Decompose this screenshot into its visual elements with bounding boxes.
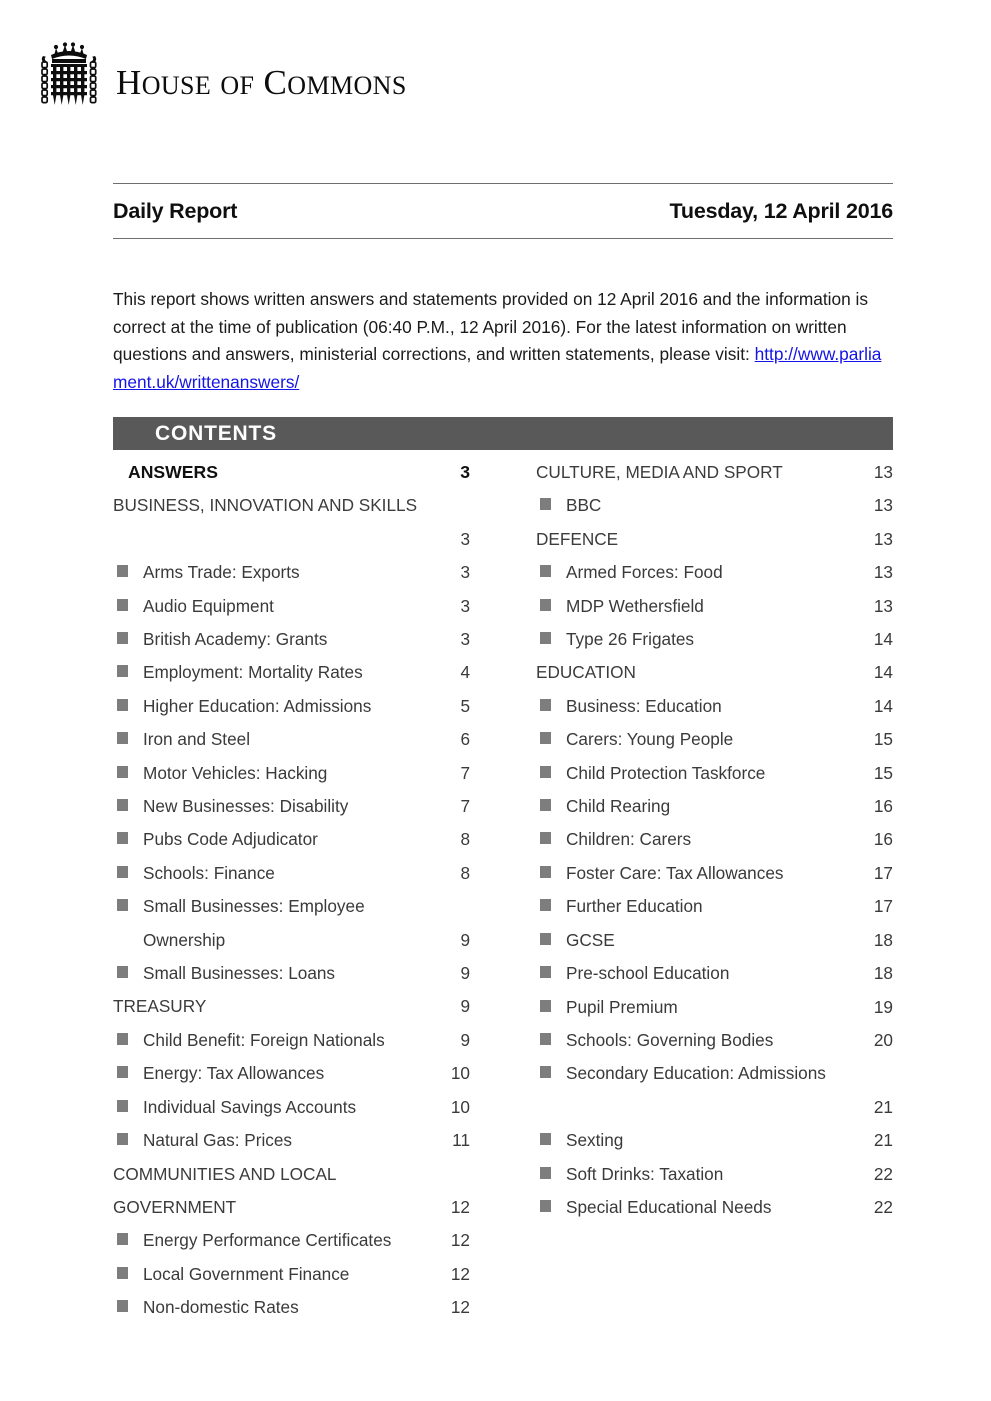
- toc-entry-page-number: 15: [873, 762, 893, 783]
- toc-entry-page-number: 3: [460, 528, 470, 549]
- portcullis-bullet-icon: [540, 799, 551, 811]
- toc-entry-label: Business: Education: [566, 695, 722, 716]
- toc-entry-label: EDUCATION: [536, 662, 636, 683]
- toc-entry-label: Further Education: [566, 896, 703, 917]
- toc-entry-label: Pupil Premium: [566, 996, 678, 1017]
- toc-entry[interactable]: [536, 857, 893, 890]
- toc-entry[interactable]: [536, 1191, 893, 1224]
- toc-entry-page-number: 13: [873, 495, 893, 516]
- portcullis-bullet-icon: [540, 1200, 551, 1212]
- toc-entry-label: TREASURY: [113, 996, 207, 1017]
- toc-entry[interactable]: [113, 656, 470, 689]
- toc-entry-label: Energy: Tax Allowances: [143, 1063, 325, 1084]
- toc-entry[interactable]: [113, 556, 470, 589]
- toc-entry[interactable]: [113, 1124, 470, 1157]
- report-header: [113, 183, 893, 239]
- toc-entry-page-number: 22: [873, 1163, 893, 1184]
- toc-entry-page-number: 9: [460, 996, 470, 1017]
- masthead: [36, 40, 466, 124]
- toc-section-heading[interactable]: [113, 456, 470, 489]
- portcullis-bullet-icon: [117, 699, 128, 711]
- toc-entry[interactable]: [536, 590, 893, 623]
- toc-entry[interactable]: [113, 1024, 470, 1057]
- portcullis-bullet-icon: [117, 1066, 128, 1078]
- toc-entry-label: Child Rearing: [566, 796, 671, 817]
- portcullis-bullet-icon: [540, 766, 551, 778]
- toc-entry-label: Small Businesses: Loans: [143, 963, 336, 984]
- toc-entry-page-number: 3: [460, 462, 470, 482]
- portcullis-bullet-icon: [117, 732, 128, 744]
- portcullis-bullet-icon: [540, 866, 551, 878]
- toc-entry-label: British Academy: Grants: [143, 629, 328, 650]
- toc-entry[interactable]: [113, 1291, 470, 1324]
- intro-paragraph: [113, 286, 891, 396]
- toc-entry-page-number: 8: [460, 862, 470, 883]
- table-of-contents: [113, 456, 893, 1325]
- toc-entry-page-number: 7: [460, 796, 470, 817]
- toc-entry-page-number: 3: [460, 595, 470, 616]
- portcullis-bullet-icon: [540, 498, 551, 510]
- toc-entry-label: Iron and Steel: [143, 729, 251, 750]
- toc-entry[interactable]: [113, 1057, 470, 1090]
- portcullis-bullet-icon: [117, 899, 128, 911]
- toc-entry-page-number: 21: [873, 1096, 893, 1117]
- portcullis-bullet-icon: [540, 899, 551, 911]
- portcullis-bullet-icon: [117, 799, 128, 811]
- portcullis-bullet-icon: [117, 1133, 128, 1145]
- toc-department-heading[interactable]: [536, 523, 893, 556]
- portcullis-bullet-icon: [117, 632, 128, 644]
- toc-entry-page-number: 9: [460, 929, 470, 950]
- written-answers-link[interactable]: http://www.parliament.uk/writtenanswers/: [113, 344, 882, 392]
- toc-entry-page-number: 8: [460, 829, 470, 850]
- contents-heading: CONTENTS: [155, 421, 277, 445]
- toc-entry-page-number: 13: [873, 462, 893, 482]
- toc-entry-page-number: 13: [873, 595, 893, 616]
- toc-entry-page-number: 6: [460, 729, 470, 750]
- toc-entry-page-number: 11: [452, 1130, 470, 1151]
- toc-entry[interactable]: [536, 556, 893, 589]
- toc-entry-label: Special Educational Needs: [566, 1196, 772, 1217]
- portcullis-bullet-icon: [117, 766, 128, 778]
- toc-entry-label: Non-domestic Rates: [143, 1297, 299, 1318]
- toc-entry-label: Employment: Mortality Rates: [143, 662, 363, 683]
- toc-entry-page-number: 20: [873, 1029, 893, 1050]
- toc-entry-label: CULTURE, MEDIA AND SPORT: [536, 462, 783, 482]
- toc-entry[interactable]: [536, 1124, 893, 1157]
- portcullis-bullet-icon: [540, 632, 551, 644]
- report-title: Daily Report: [113, 198, 238, 223]
- toc-entry-label: Sexting: [566, 1130, 624, 1151]
- portcullis-bullet-icon: [117, 665, 128, 677]
- report-date: Tuesday, 12 April 2016: [669, 198, 893, 223]
- toc-entry-label: Children: Carers: [566, 829, 692, 850]
- toc-entry[interactable]: [113, 590, 470, 623]
- portcullis-bullet-icon: [117, 1267, 128, 1279]
- toc-entry-page-number: 14: [873, 629, 893, 650]
- toc-entry[interactable]: [536, 623, 893, 656]
- portcullis-bullet-icon: [540, 832, 551, 844]
- toc-entry[interactable]: [536, 723, 893, 756]
- toc-entry-page-number: 10: [450, 1063, 470, 1084]
- portcullis-bullet-icon: [117, 1233, 128, 1245]
- toc-entry[interactable]: [113, 723, 470, 756]
- portcullis-bullet-icon: [540, 966, 551, 978]
- toc-entry[interactable]: [536, 1057, 893, 1124]
- toc-entry-label: ANSWERS: [128, 462, 218, 482]
- toc-entry-label: BUSINESS, INNOVATION AND SKILLS: [113, 495, 418, 516]
- masthead-title: [116, 62, 407, 102]
- toc-entry-label: Schools: Governing Bodies: [566, 1029, 774, 1050]
- masthead-title-rendered: HOUSE OF COMMONS: [116, 62, 407, 102]
- toc-entry-label: Child Protection Taskforce: [566, 762, 766, 783]
- toc-entry-page-number: 14: [873, 662, 893, 683]
- toc-entry-page-number: 3: [460, 629, 470, 650]
- portcullis-bullet-icon: [117, 1100, 128, 1112]
- intro-text: This report shows written answers and statements provided on 12 April 2016 and the information is correct at the time of publication (06:40 P.M., 12 April 2016). For the latest information on written questions and answers, ministerial corrections, and written statements, please visit:: [113, 289, 869, 364]
- toc-entry-label: Pre-school Education: [566, 963, 730, 984]
- toc-entry-label: Type 26 Frigates: [566, 629, 695, 650]
- toc-entry-page-number: 9: [460, 963, 470, 984]
- toc-entry[interactable]: [113, 857, 470, 890]
- toc-entry-label: Secondary Education: Admissions: [566, 1063, 826, 1084]
- toc-entry[interactable]: [113, 790, 470, 823]
- toc-department-heading[interactable]: [113, 1158, 470, 1225]
- toc-entry-label: Small Businesses: Employee Ownership: [143, 896, 365, 950]
- toc-entry[interactable]: [113, 757, 470, 790]
- toc-entry[interactable]: [536, 1024, 893, 1057]
- toc-entry-page-number: 12: [450, 1263, 470, 1284]
- toc-entry[interactable]: [113, 690, 470, 723]
- toc-department-heading[interactable]: [536, 456, 893, 489]
- toc-department-heading[interactable]: [113, 990, 470, 1023]
- toc-entry-page-number: 5: [460, 695, 470, 716]
- toc-entry[interactable]: [113, 1224, 470, 1257]
- toc-entry[interactable]: [113, 1091, 470, 1124]
- toc-entry-page-number: 4: [460, 662, 470, 683]
- toc-entry-page-number: 16: [873, 829, 893, 850]
- portcullis-icon: [36, 42, 102, 122]
- toc-entry-page-number: 17: [873, 862, 893, 883]
- portcullis-bullet-icon: [540, 1133, 551, 1145]
- toc-entry-label: New Businesses: Disability: [143, 796, 349, 817]
- toc-column-left: [113, 456, 470, 1325]
- toc-entry[interactable]: [536, 1158, 893, 1191]
- portcullis-bullet-icon: [117, 866, 128, 878]
- toc-entry-page-number: 14: [873, 695, 893, 716]
- toc-entry-label: Child Benefit: Foreign Nationals: [143, 1029, 385, 1050]
- toc-entry-label: Schools: Finance: [143, 862, 275, 883]
- toc-entry-page-number: 12: [450, 1196, 470, 1217]
- toc-entry-label: DEFENCE: [536, 528, 619, 549]
- portcullis-bullet-icon: [117, 1033, 128, 1045]
- contents-bar: [113, 417, 893, 450]
- toc-entry-page-number: 3: [460, 562, 470, 583]
- toc-entry-label: Foster Care: Tax Allowances: [566, 862, 784, 883]
- toc-department-heading[interactable]: [113, 489, 470, 556]
- toc-entry[interactable]: [113, 623, 470, 656]
- toc-entry-label: MDP Wethersfield: [566, 595, 704, 616]
- toc-entry-label: Carers: Young People: [566, 729, 734, 750]
- portcullis-bullet-icon: [540, 933, 551, 945]
- toc-entry[interactable]: [536, 823, 893, 856]
- toc-entry-page-number: 18: [873, 963, 893, 984]
- toc-entry-label: Audio Equipment: [143, 595, 274, 616]
- portcullis-bullet-icon: [117, 1300, 128, 1312]
- toc-entry[interactable]: [536, 890, 893, 923]
- toc-entry[interactable]: [536, 757, 893, 790]
- toc-column-right: [536, 456, 893, 1325]
- toc-entry[interactable]: [536, 957, 893, 990]
- toc-entry[interactable]: [536, 991, 893, 1024]
- toc-entry-label: Individual Savings Accounts: [143, 1096, 357, 1117]
- portcullis-bullet-icon: [540, 1033, 551, 1045]
- portcullis-bullet-icon: [540, 1167, 551, 1179]
- toc-entry-page-number: 12: [450, 1230, 470, 1251]
- toc-entry[interactable]: [536, 924, 893, 957]
- toc-entry-label: COMMUNITIES AND LOCAL GOVERNMENT: [113, 1163, 336, 1217]
- toc-entry-label: Local Government Finance: [143, 1263, 350, 1284]
- toc-entry-page-number: 12: [450, 1297, 470, 1318]
- toc-entry-page-number: 21: [873, 1130, 893, 1151]
- toc-entry-page-number: 22: [873, 1196, 893, 1217]
- toc-entry-page-number: 16: [873, 796, 893, 817]
- toc-entry-page-number: 7: [460, 762, 470, 783]
- toc-entry[interactable]: [113, 957, 470, 990]
- portcullis-bullet-icon: [540, 565, 551, 577]
- portcullis-bullet-icon: [117, 966, 128, 978]
- toc-entry-page-number: 15: [873, 729, 893, 750]
- portcullis-bullet-icon: [540, 1066, 551, 1078]
- toc-entry-label: Energy Performance Certificates: [143, 1230, 392, 1251]
- toc-entry[interactable]: [113, 823, 470, 856]
- toc-entry-page-number: 18: [873, 929, 893, 950]
- toc-entry-label: Pubs Code Adjudicator: [143, 829, 318, 850]
- toc-entry-page-number: 13: [873, 562, 893, 583]
- portcullis-bullet-icon: [117, 599, 128, 611]
- toc-entry-label: Armed Forces: Food: [566, 562, 723, 583]
- portcullis-bullet-icon: [540, 599, 551, 611]
- toc-entry[interactable]: [113, 890, 470, 957]
- toc-entry-label: Soft Drinks: Taxation: [566, 1163, 724, 1184]
- toc-entry-label: GCSE: [566, 929, 615, 950]
- toc-entry-label: Motor Vehicles: Hacking: [143, 762, 328, 783]
- portcullis-bullet-icon: [540, 699, 551, 711]
- toc-entry-label: Arms Trade: Exports: [143, 562, 300, 583]
- toc-entry[interactable]: [536, 690, 893, 723]
- portcullis-bullet-icon: [540, 732, 551, 744]
- toc-entry-page-number: 13: [873, 528, 893, 549]
- portcullis-bullet-icon: [117, 565, 128, 577]
- portcullis-bullet-icon: [117, 832, 128, 844]
- toc-entry-label: BBC: [566, 495, 602, 516]
- toc-entry[interactable]: [536, 790, 893, 823]
- toc-department-heading[interactable]: [536, 656, 893, 689]
- toc-entry-page-number: 19: [873, 996, 893, 1017]
- toc-entry-label: Natural Gas: Prices: [143, 1130, 293, 1151]
- toc-entry[interactable]: [113, 1258, 470, 1291]
- toc-entry-page-number: 9: [460, 1029, 470, 1050]
- portcullis-bullet-icon: [540, 1000, 551, 1012]
- toc-entry[interactable]: [536, 489, 893, 522]
- toc-entry-label: Higher Education: Admissions: [143, 695, 372, 716]
- toc-entry-page-number: 17: [873, 896, 893, 917]
- toc-entry-page-number: 10: [450, 1096, 470, 1117]
